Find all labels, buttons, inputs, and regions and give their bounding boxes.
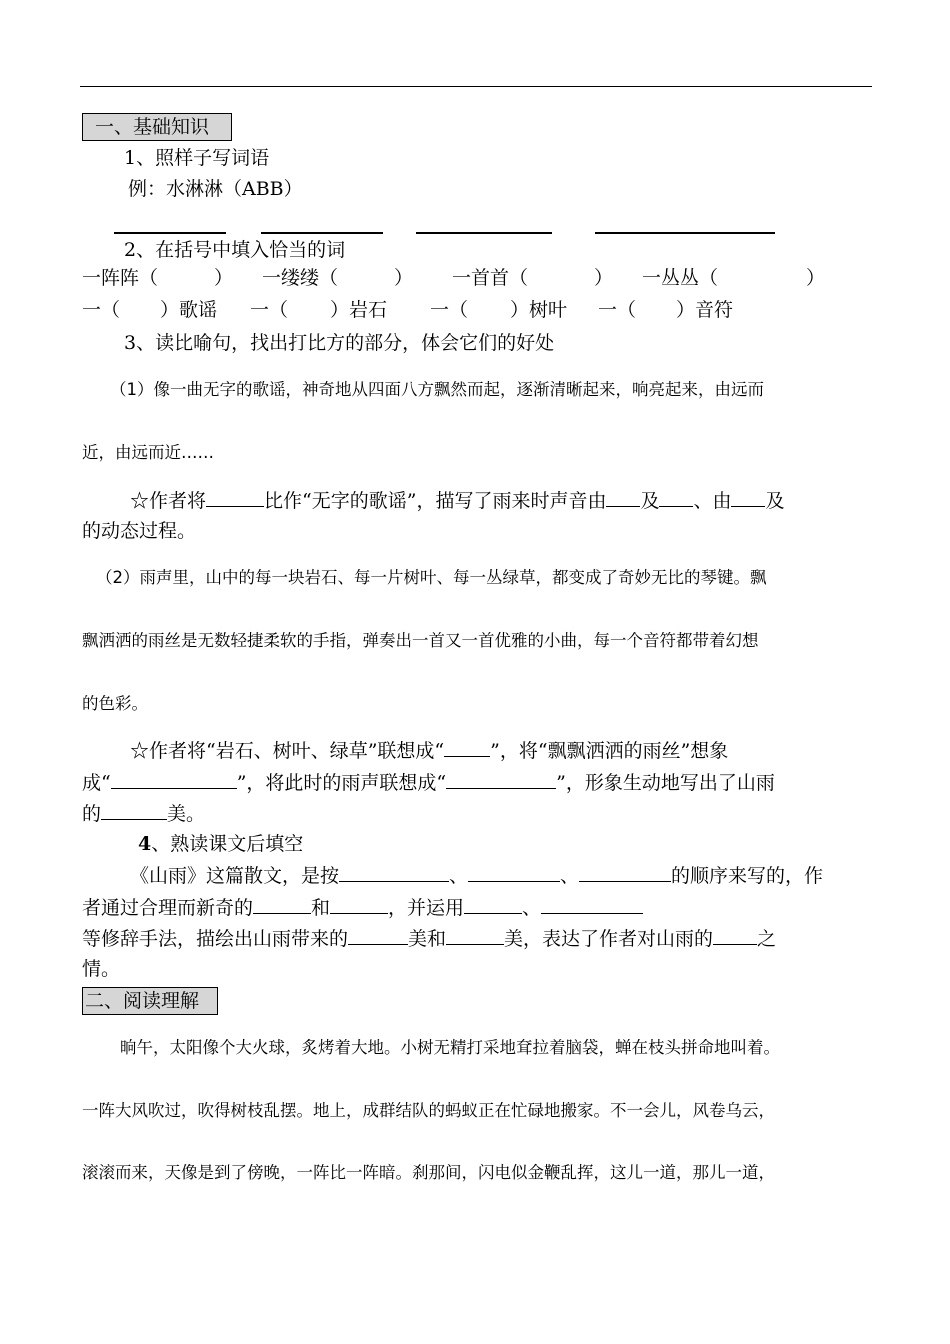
q3-sentence2-line1: （2）雨声里，山中的每一块岩石、每一片树叶、每一丛绿草，都变成了奇妙无比的琴键。飘	[96, 568, 767, 587]
answer-blank[interactable]	[659, 488, 693, 507]
q3-sentence1-line2: 近，由远而近……	[82, 443, 214, 462]
answer-blank[interactable]	[111, 770, 237, 789]
answer-blank[interactable]	[330, 895, 388, 914]
q2-row2-item4-open: 一（	[598, 299, 637, 321]
q4-text-2: 、	[449, 865, 469, 887]
answer-blank-3[interactable]	[416, 232, 552, 234]
q4-text-3: 、	[560, 865, 580, 887]
answer-blank[interactable]	[579, 863, 671, 882]
q2-row1-item1-close: ）	[214, 267, 234, 289]
answer-blank[interactable]	[446, 770, 556, 789]
q3-a2-text-6: 的	[82, 803, 102, 825]
q2-row2-item4-close: ）音符	[676, 299, 734, 321]
q3-a2-text-4: ”，将此时的雨声联想成“	[236, 772, 447, 794]
section-1-title: 一、基础知识	[82, 113, 232, 141]
answer-blank[interactable]	[468, 863, 560, 882]
q3-a2-text-3: 成“	[82, 772, 111, 794]
q3-a2-text-5: ”，形象生动地写出了山雨	[556, 772, 775, 794]
q2-row2-item1-open: 一（	[82, 299, 121, 321]
q3-sentence1-line1: （1）像一曲无字的歌谣，神奇地从四面八方飘然而起，逐渐清晰起来，响亮起来，由远而	[110, 380, 764, 399]
q3-answer1-line1	[130, 488, 785, 513]
q1-title: 1、照样子写词语	[124, 147, 270, 169]
q4-text-1: 《山雨》这篇散文，是按	[130, 865, 340, 887]
q4-line4: 情。	[82, 958, 121, 980]
q4-line3	[82, 926, 776, 951]
q4-line2	[82, 895, 643, 920]
answer-blank[interactable]	[464, 895, 522, 914]
q4-text-11: 美，表达了作者对山雨的	[504, 928, 714, 950]
q3-answer2-line1	[130, 738, 728, 763]
reading-paragraph-line1: 晌午，太阳像个大火球，炙烤着大地。小树无精打采地耷拉着脑袋，蝉在枝头拼命地叫着。	[120, 1038, 780, 1057]
q4-text-9: 等修辞手法，描绘出山雨带来的	[82, 928, 349, 950]
answer-blank-1[interactable]	[114, 232, 226, 234]
answer-blank[interactable]	[253, 895, 311, 914]
q4-line1	[130, 863, 823, 888]
q4-text-12: 之	[757, 928, 777, 950]
answer-blank[interactable]	[444, 738, 490, 757]
q3-a1-text-1: ☆作者将	[130, 490, 207, 512]
q4-text-4: 的顺序来写的，作	[671, 865, 824, 887]
reading-paragraph-line3: 滚滚而来，天像是到了傍晚，一阵比一阵暗。刹那间，闪电似金鞭乱挥，这儿一道，那儿一道，	[82, 1163, 775, 1182]
q4-title: 4、熟读课文后填空	[138, 833, 304, 855]
answer-blank[interactable]	[446, 926, 504, 945]
answer-blank[interactable]	[348, 926, 408, 945]
q3-a2-text-2: ”，将“飘飘洒洒的雨丝”想象	[490, 740, 729, 762]
q3-a1-text-5: 及	[765, 490, 785, 512]
q3-title: 3、读比喻句，找出打比方的部分，体会它们的好处	[124, 332, 555, 354]
header-rule	[80, 86, 872, 87]
answer-blank-2[interactable]	[261, 232, 383, 234]
q1-example: 例：水淋淋（ABB）	[128, 178, 303, 200]
q3-a1-text-4: 、由	[693, 490, 732, 512]
q4-text-7: ，并运用	[388, 897, 465, 919]
q2-row1-item4-close: ）	[806, 267, 826, 289]
q4-text-5: 者通过合理而新奇的	[82, 897, 254, 919]
q2-row1-item3-close: ）	[594, 267, 614, 289]
section-2-title: 二、阅读理解	[82, 987, 218, 1015]
q2-row1-item4-open: 一丛丛（	[642, 267, 719, 289]
answer-blank[interactable]	[541, 895, 643, 914]
answer-blank[interactable]	[339, 863, 449, 882]
q2-row2-item3-open: 一（	[430, 299, 469, 321]
q2-row2-item1-close: ）歌谣	[160, 299, 218, 321]
q2-row1-item1-open: 一阵阵（	[82, 267, 159, 289]
q3-answer2-line3	[82, 801, 205, 826]
answer-blank[interactable]	[101, 801, 167, 820]
q2-title: 2、在括号中填入恰当的词	[124, 239, 346, 261]
answer-blank[interactable]	[713, 926, 757, 945]
answer-blank[interactable]	[606, 488, 640, 507]
q3-a2-text-7: 美。	[167, 803, 206, 825]
q2-row1-item3-open: 一首首（	[452, 267, 529, 289]
q2-row2-item2-open: 一（	[250, 299, 289, 321]
q2-row1-item2-close: ）	[394, 267, 414, 289]
answer-blank-4[interactable]	[595, 232, 775, 234]
answer-blank[interactable]	[731, 488, 765, 507]
q2-row2-item3-close: ）树叶	[510, 299, 568, 321]
q3-a1-text-3: 及	[640, 490, 660, 512]
q2-row1-item2-open: 一缕缕（	[262, 267, 339, 289]
q3-answer2-line2	[82, 770, 775, 795]
q2-row2-item2-close: ）岩石	[330, 299, 388, 321]
q4-text-10: 美和	[408, 928, 447, 950]
q3-sentence2-line3: 的色彩。	[82, 694, 148, 713]
q3-answer1-line2: 的动态过程。	[82, 520, 197, 542]
q3-a1-text-2: 比作“无字的歌谣”，描写了雨来时声音由	[264, 490, 607, 512]
q4-text-8: 、	[522, 897, 542, 919]
q3-a2-text-1: ☆作者将“岩石、树叶、绿草”联想成“	[130, 740, 445, 762]
q4-text-6: 和	[311, 897, 331, 919]
q3-sentence2-line2: 飘洒洒的雨丝是无数轻捷柔软的手指，弹奏出一首又一首优雅的小曲，每一个音符都带着幻想	[82, 631, 759, 650]
reading-paragraph-line2: 一阵大风吹过，吹得树枝乱摆。地上，成群结队的蚂蚁正在忙碌地搬家。不一会儿，风卷乌云，	[82, 1101, 775, 1120]
answer-blank[interactable]	[206, 488, 264, 507]
